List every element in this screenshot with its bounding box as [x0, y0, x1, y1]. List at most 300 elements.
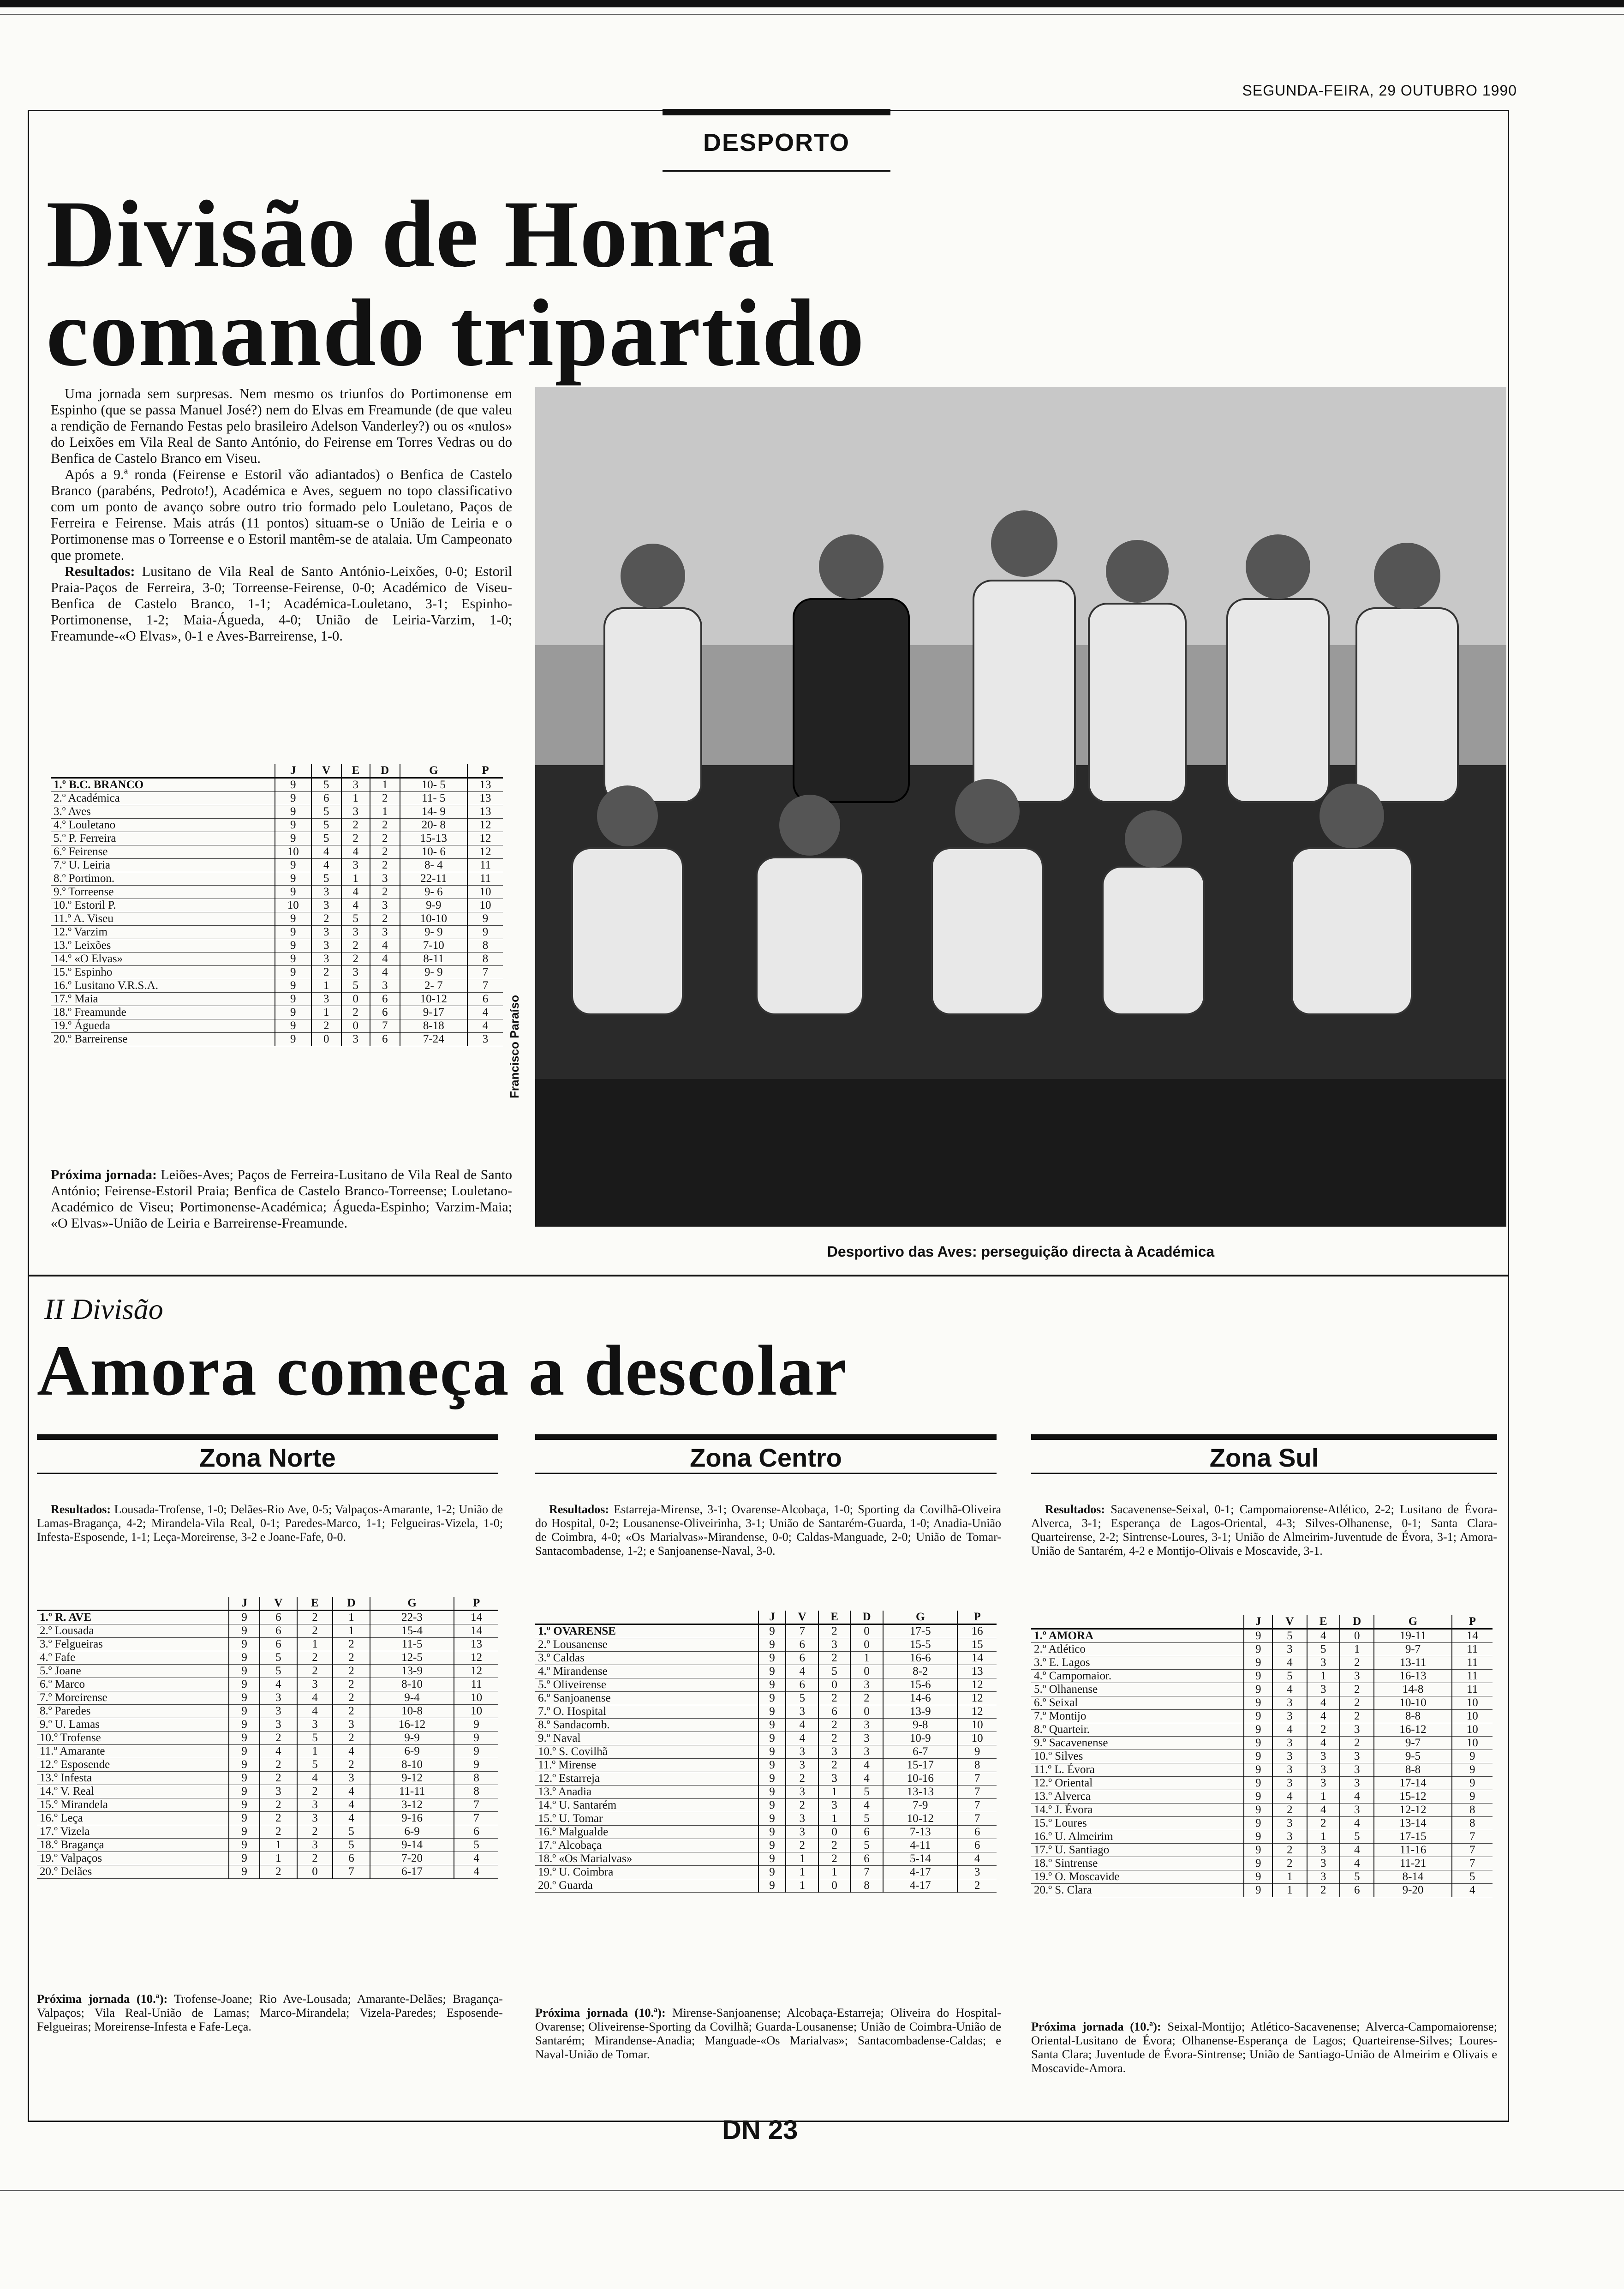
table-cell: 2.º Académica	[51, 792, 275, 805]
table-cell: 3	[850, 1678, 883, 1692]
table-cell: 9	[229, 1732, 260, 1745]
table-cell: 9	[275, 912, 311, 926]
table-cell: 7	[957, 1812, 997, 1826]
table-cell: 9	[758, 1852, 786, 1866]
standings-table-norte	[37, 1597, 498, 1879]
table-cell: 0	[818, 1826, 850, 1839]
table-cell: 9	[454, 1718, 498, 1732]
table-cell: 16-6	[883, 1652, 957, 1665]
table-row	[535, 1866, 997, 1879]
table-cell: 3	[850, 1732, 883, 1745]
table-cell: 9	[229, 1718, 260, 1732]
table-header-row	[51, 764, 503, 778]
table-cell: 9	[229, 1812, 260, 1825]
table-header-cell	[535, 1611, 758, 1624]
table-cell: 2	[311, 1019, 341, 1033]
table-cell: 1	[297, 1638, 333, 1651]
table-cell: 2	[1340, 1696, 1374, 1710]
table-cell: 9	[1244, 1777, 1272, 1790]
table-cell: 12.º Oriental	[1031, 1777, 1244, 1790]
table-cell: 10	[467, 899, 503, 912]
table-cell: 8	[850, 1879, 883, 1893]
table-header-cell: D	[333, 1597, 370, 1611]
table-cell: 3	[1307, 1750, 1340, 1763]
table-cell: 5-14	[883, 1852, 957, 1866]
table-cell: 4	[333, 1785, 370, 1798]
table-row	[535, 1826, 997, 1839]
table-cell: 2	[818, 1624, 850, 1638]
table-cell: 16.º Malgualde	[535, 1826, 758, 1839]
table-cell: 13	[467, 778, 503, 792]
table-cell: 10-8	[370, 1705, 454, 1718]
table-cell: 5	[297, 1732, 333, 1745]
table-cell: 9	[1244, 1723, 1272, 1737]
table-cell: 22-11	[400, 872, 467, 886]
table-cell: 5	[1272, 1670, 1307, 1683]
table-cell: 20.º S. Clara	[1031, 1884, 1244, 1897]
table-cell: 7	[454, 1798, 498, 1812]
zona-norte-next	[37, 1992, 503, 2033]
table-cell: 6	[957, 1839, 997, 1852]
table-cell: 12.º Estarreja	[535, 1772, 758, 1786]
table-cell: 9	[275, 953, 311, 966]
table-cell: 10-10	[1374, 1696, 1451, 1710]
table-cell: 5	[333, 1825, 370, 1839]
table-cell: 1	[311, 979, 341, 993]
table-cell: 0	[341, 993, 370, 1006]
table-header-cell: G	[883, 1611, 957, 1624]
table-cell: 5	[850, 1786, 883, 1799]
table-row	[51, 1019, 503, 1033]
table-cell: 8	[957, 1759, 997, 1772]
table-cell: 14	[454, 1624, 498, 1638]
table-row	[1031, 1656, 1493, 1670]
table-cell: 19-11	[1374, 1629, 1451, 1643]
table-cell: 8-8	[1374, 1710, 1451, 1723]
table-cell: 9	[758, 1812, 786, 1826]
table-cell: 16-12	[370, 1718, 454, 1732]
table-cell: 2	[260, 1825, 297, 1839]
table-row	[1031, 1763, 1493, 1777]
table-cell: 9	[275, 805, 311, 819]
table-cell: 9	[229, 1745, 260, 1758]
table-cell: 4	[341, 886, 370, 899]
table-cell: 2	[1340, 1710, 1374, 1723]
table-cell: 18.º Bragança	[37, 1839, 229, 1852]
table-row	[37, 1638, 498, 1651]
table-cell: 15-17	[883, 1759, 957, 1772]
table-row	[51, 966, 503, 979]
table-cell: 19.º U. Coimbra	[535, 1866, 758, 1879]
table-cell: 11	[467, 872, 503, 886]
table-row	[51, 939, 503, 953]
table-cell: 2	[333, 1638, 370, 1651]
table-cell: 7-20	[370, 1852, 454, 1865]
table-cell: 6	[260, 1611, 297, 1624]
table-cell: 11.º Mirense	[535, 1759, 758, 1772]
table-cell: 3	[1272, 1830, 1307, 1844]
table-cell: 2	[818, 1759, 850, 1772]
table-cell: 9	[758, 1826, 786, 1839]
table-cell: 9	[758, 1665, 786, 1678]
zona-sul-next-label: Próxima jornada (10.ª):	[1031, 2019, 1161, 2033]
table-cell: 10	[275, 899, 311, 912]
table-row	[51, 778, 503, 792]
table-cell: 10	[1452, 1737, 1493, 1750]
table-header-row	[37, 1597, 498, 1611]
standings-table-honra	[51, 764, 503, 1046]
zona-sul-results-label: Resultados:	[1045, 1503, 1105, 1516]
table-cell: 4	[786, 1732, 818, 1745]
table-row	[51, 1033, 503, 1046]
table-cell: 10- 5	[400, 778, 467, 792]
table-header-cell: V	[260, 1597, 297, 1611]
table-cell: 4-17	[883, 1866, 957, 1879]
table-row	[535, 1839, 997, 1852]
table-cell: 3	[1340, 1670, 1374, 1683]
table-cell: 10	[1452, 1723, 1493, 1737]
table-cell: 14.º U. Santarém	[535, 1799, 758, 1812]
table-cell: 9	[758, 1678, 786, 1692]
table-cell: 3	[341, 778, 370, 792]
table-cell: 15-13	[400, 832, 467, 845]
table-cell: 9	[758, 1759, 786, 1772]
table-cell: 12.º Esposende	[37, 1758, 229, 1772]
table-cell: 2	[1272, 1844, 1307, 1857]
table-cell: 2	[260, 1865, 297, 1879]
table-cell: 4-17	[883, 1879, 957, 1893]
table-cell: 10-10	[400, 912, 467, 926]
results-text: Lusitano de Vila Real de Santo António-Leixões, 0-0; Estoril Praia-Paços de Ferreira, 3-0; Torreense-Feirense, 0-0; Académico de Viseu-Benfica de Castelo Branco, 1-1; Académica-Louletano, 3-1; Espinho-Portimonense, 1-2; Maia-Águeda, 4-0; União de Leiria-Varzim, 1-0; Freamunde-«O Elvas», 0-1 e Aves-Barreirense, 1-0.	[51, 563, 513, 644]
table-cell: 5	[454, 1839, 498, 1852]
table-cell: 3	[297, 1718, 333, 1732]
table-cell: 5	[341, 979, 370, 993]
table-cell: 15-4	[370, 1624, 454, 1638]
table-cell: 4	[1272, 1656, 1307, 1670]
table-cell: 2	[333, 1705, 370, 1718]
table-row	[51, 926, 503, 939]
table-cell: 5	[333, 1839, 370, 1852]
table-cell: 5	[1340, 1870, 1374, 1884]
table-cell: 17-5	[883, 1624, 957, 1638]
table-cell: 7-9	[883, 1799, 957, 1812]
table-cell: 9	[275, 832, 311, 845]
table-header-cell	[37, 1597, 229, 1611]
table-cell: 11	[1452, 1643, 1493, 1656]
table-cell: 9	[467, 926, 503, 939]
table-cell: 15.º Espinho	[51, 966, 275, 979]
table-cell: 6	[260, 1638, 297, 1651]
table-row	[37, 1678, 498, 1691]
table-row	[535, 1852, 997, 1866]
table-row	[535, 1812, 997, 1826]
table-cell: 18.º Sintrense	[1031, 1857, 1244, 1870]
table-cell: 9-5	[1374, 1750, 1451, 1763]
table-cell: 13	[957, 1665, 997, 1678]
table-cell: 9	[229, 1611, 260, 1624]
table-cell: 3	[818, 1745, 850, 1759]
table-cell: 4	[1307, 1629, 1340, 1643]
table-cell: 8.º Quarteir.	[1031, 1723, 1244, 1737]
table-row	[51, 792, 503, 805]
table-cell: 8.º Sandacomb.	[535, 1719, 758, 1732]
table-cell: 9	[758, 1705, 786, 1719]
table-cell: 9	[229, 1785, 260, 1798]
table-cell: 4	[311, 845, 341, 859]
table-cell: 11-11	[370, 1785, 454, 1798]
table-cell: 9	[1244, 1804, 1272, 1817]
table-cell: 10-12	[400, 993, 467, 1006]
table-cell: 20.º Barreirense	[51, 1033, 275, 1046]
headline-1	[46, 181, 923, 386]
table-cell: 20- 8	[400, 819, 467, 832]
zona-sul-title: Zona Sul	[1031, 1434, 1497, 1474]
table-cell: 1	[260, 1852, 297, 1865]
table-cell: 7.º Moreirense	[37, 1691, 229, 1705]
table-cell: 9	[275, 966, 311, 979]
table-cell: 4	[1272, 1790, 1307, 1804]
table-cell: 4	[333, 1812, 370, 1825]
table-cell: 9	[275, 872, 311, 886]
table-row	[1031, 1670, 1493, 1683]
table-cell: 3	[260, 1691, 297, 1705]
table-cell: 5	[1452, 1870, 1493, 1884]
table-cell: 9	[1452, 1777, 1493, 1790]
table-cell: 9-14	[370, 1839, 454, 1852]
table-row	[37, 1772, 498, 1785]
table-cell: 4	[370, 966, 400, 979]
table-cell: 2	[333, 1732, 370, 1745]
table-cell: 6.º Seixal	[1031, 1696, 1244, 1710]
table-cell: 7	[1452, 1830, 1493, 1844]
table-cell: 4	[341, 845, 370, 859]
article-1-results	[51, 563, 512, 644]
table-row	[1031, 1804, 1493, 1817]
table-header-cell: E	[297, 1597, 333, 1611]
table-cell: 8-10	[370, 1678, 454, 1691]
table-row	[535, 1799, 997, 1812]
table-cell: 3	[370, 872, 400, 886]
zona-sul-results-para	[1031, 1503, 1497, 1558]
table-cell: 1.º R. AVE	[37, 1611, 229, 1624]
table-cell: 6	[850, 1826, 883, 1839]
table-header-cell: D	[370, 764, 400, 778]
table-cell: 4	[454, 1865, 498, 1879]
table-cell: 11-21	[1374, 1857, 1451, 1870]
table-cell: 9	[1244, 1817, 1272, 1830]
table-cell: 9	[758, 1745, 786, 1759]
table-cell: 9	[454, 1732, 498, 1745]
table-header-cell: D	[1340, 1615, 1374, 1629]
table-cell: 5	[1272, 1629, 1307, 1643]
table-cell: 1	[333, 1624, 370, 1638]
table-cell: 10-16	[883, 1772, 957, 1786]
table-cell: 3	[1340, 1804, 1374, 1817]
table-row	[51, 832, 503, 845]
table-cell: 14	[1452, 1629, 1493, 1643]
table-cell: 4	[311, 859, 341, 872]
table-cell: 9	[758, 1652, 786, 1665]
zona-centro-next-label: Próxima jornada (10.ª):	[535, 2006, 666, 2019]
table-cell: 2	[370, 792, 400, 805]
table-header-cell: J	[758, 1611, 786, 1624]
table-cell: 3.º Caldas	[535, 1652, 758, 1665]
table-row	[535, 1772, 997, 1786]
table-cell: 9	[454, 1758, 498, 1772]
table-cell: 4	[333, 1798, 370, 1812]
table-cell: 10.º S. Covilhã	[535, 1745, 758, 1759]
article-1-body	[51, 386, 512, 644]
table-cell: 15-6	[883, 1678, 957, 1692]
table-cell: 9	[758, 1799, 786, 1812]
table-cell: 3	[260, 1785, 297, 1798]
table-cell: 2	[370, 912, 400, 926]
table-cell: 4	[850, 1799, 883, 1812]
table-cell: 12	[957, 1678, 997, 1692]
table-cell: 14.º V. Real	[37, 1785, 229, 1798]
table-cell: 9	[1244, 1870, 1272, 1884]
table-cell: 9	[1244, 1643, 1272, 1656]
table-cell: 3	[1307, 1656, 1340, 1670]
zona-norte-results-text: Lousada-Trofense, 1-0; Delães-Rio Ave, 0-5; Valpaços-Amarante, 1-2; União de Lamas-Bragança, 4-2; Mirandela-Vila Real, 0-1; Paredes-Marco, 1-1; Felgueiras-Vizela, 1-0; Infesta-Esposende, 1-1; Leça-Moreirense, 3-2 e Joane-Fafe, 0-0.	[37, 1503, 503, 1544]
table-cell: 9-12	[370, 1772, 454, 1785]
table-cell: 7	[957, 1772, 997, 1786]
table-cell: 2	[333, 1691, 370, 1705]
table-cell: 9-7	[1374, 1643, 1451, 1656]
table-cell: 2	[297, 1785, 333, 1798]
section-divider-rule	[28, 1275, 1509, 1276]
table-cell: 2	[260, 1812, 297, 1825]
table-cell: 2	[786, 1799, 818, 1812]
table-cell: 5	[1340, 1830, 1374, 1844]
table-cell: 9	[275, 819, 311, 832]
table-cell: 1	[370, 778, 400, 792]
table-cell: 2	[818, 1719, 850, 1732]
table-cell: 9	[275, 993, 311, 1006]
table-cell: 6	[786, 1678, 818, 1692]
next-round-label: Próxima jornada:	[51, 1167, 157, 1182]
table-cell: 9	[229, 1852, 260, 1865]
table-cell: 10-12	[883, 1812, 957, 1826]
table-cell: 0	[341, 1019, 370, 1033]
table-row	[51, 979, 503, 993]
table-cell: 2	[297, 1825, 333, 1839]
table-cell: 11-5	[370, 1638, 454, 1651]
table-cell: 3	[341, 966, 370, 979]
table-cell: 9	[229, 1638, 260, 1651]
table-cell: 1	[1272, 1870, 1307, 1884]
table-header-cell: P	[1452, 1615, 1493, 1629]
table-cell: 3	[341, 859, 370, 872]
table-cell: 4	[1307, 1737, 1340, 1750]
table-cell: 3	[1307, 1777, 1340, 1790]
table-row	[535, 1665, 997, 1678]
table-row	[1031, 1790, 1493, 1804]
table-cell: 2	[1340, 1683, 1374, 1696]
table-cell: 2	[297, 1624, 333, 1638]
top-edge-rule	[0, 0, 1624, 7]
table-cell: 2	[341, 939, 370, 953]
table-cell: 2	[370, 845, 400, 859]
table-cell: 9	[758, 1638, 786, 1652]
table-cell: 7.º U. Leiria	[51, 859, 275, 872]
table-cell: 9-16	[370, 1812, 454, 1825]
table-cell: 3	[311, 953, 341, 966]
table-cell: 9	[1244, 1763, 1272, 1777]
table-cell: 0	[818, 1678, 850, 1692]
table-row	[1031, 1750, 1493, 1763]
table-cell: 14	[454, 1611, 498, 1624]
table-cell: 9	[275, 979, 311, 993]
table-row	[535, 1678, 997, 1692]
table-cell: 3	[1307, 1683, 1340, 1696]
table-cell: 7	[370, 1019, 400, 1033]
table-cell: 9- 9	[400, 966, 467, 979]
table-cell: 6	[370, 993, 400, 1006]
table-header-cell: P	[467, 764, 503, 778]
table-cell: 14- 9	[400, 805, 467, 819]
table-cell: 5	[311, 819, 341, 832]
table-cell: 7.º O. Hospital	[535, 1705, 758, 1719]
table-cell: 5	[311, 805, 341, 819]
table-row	[37, 1852, 498, 1865]
table-cell: 2	[297, 1852, 333, 1865]
table-row	[37, 1705, 498, 1718]
table-header-cell: V	[786, 1611, 818, 1624]
table-cell: 3	[1307, 1870, 1340, 1884]
table-cell: 3	[1340, 1777, 1374, 1790]
table-cell: 4	[333, 1745, 370, 1758]
table-cell: 3	[311, 939, 341, 953]
zona-centro-results-label: Resultados:	[549, 1503, 609, 1516]
table-cell: 3.º E. Lagos	[1031, 1656, 1244, 1670]
table-cell: 1	[1307, 1790, 1340, 1804]
table-cell: 6	[370, 1006, 400, 1019]
table-cell: 4	[1340, 1844, 1374, 1857]
table-row	[535, 1638, 997, 1652]
table-cell: 1	[786, 1852, 818, 1866]
table-cell: 19.º O. Moscavide	[1031, 1870, 1244, 1884]
table-cell: 9	[1244, 1750, 1272, 1763]
table-row	[37, 1785, 498, 1798]
table-cell: 9	[758, 1866, 786, 1879]
table-cell: 4	[1452, 1884, 1493, 1897]
table-header-cell: V	[311, 764, 341, 778]
table-cell: 9-9	[400, 899, 467, 912]
table-cell: 1	[818, 1786, 850, 1799]
table-cell: 9-4	[370, 1691, 454, 1705]
table-cell: 15.º Loures	[1031, 1817, 1244, 1830]
section-tag: DESPORTO	[663, 109, 890, 172]
table-cell: 1	[1307, 1830, 1340, 1844]
table-cell: 9	[229, 1825, 260, 1839]
table-cell: 7-13	[883, 1826, 957, 1839]
table-cell: 8	[1452, 1817, 1493, 1830]
table-cell: 10	[1452, 1696, 1493, 1710]
table-cell: 9	[275, 792, 311, 805]
table-cell: 13.º Infesta	[37, 1772, 229, 1785]
table-cell: 3	[786, 1705, 818, 1719]
table-cell: 3	[1272, 1643, 1307, 1656]
table-cell: 9	[229, 1772, 260, 1785]
table-cell: 19.º Águeda	[51, 1019, 275, 1033]
table-cell: 4	[454, 1852, 498, 1865]
table-cell: 12	[957, 1692, 997, 1705]
table-cell: 3	[786, 1786, 818, 1799]
table-row	[1031, 1884, 1493, 1897]
table-cell: 9	[229, 1798, 260, 1812]
table-cell: 1	[333, 1611, 370, 1624]
